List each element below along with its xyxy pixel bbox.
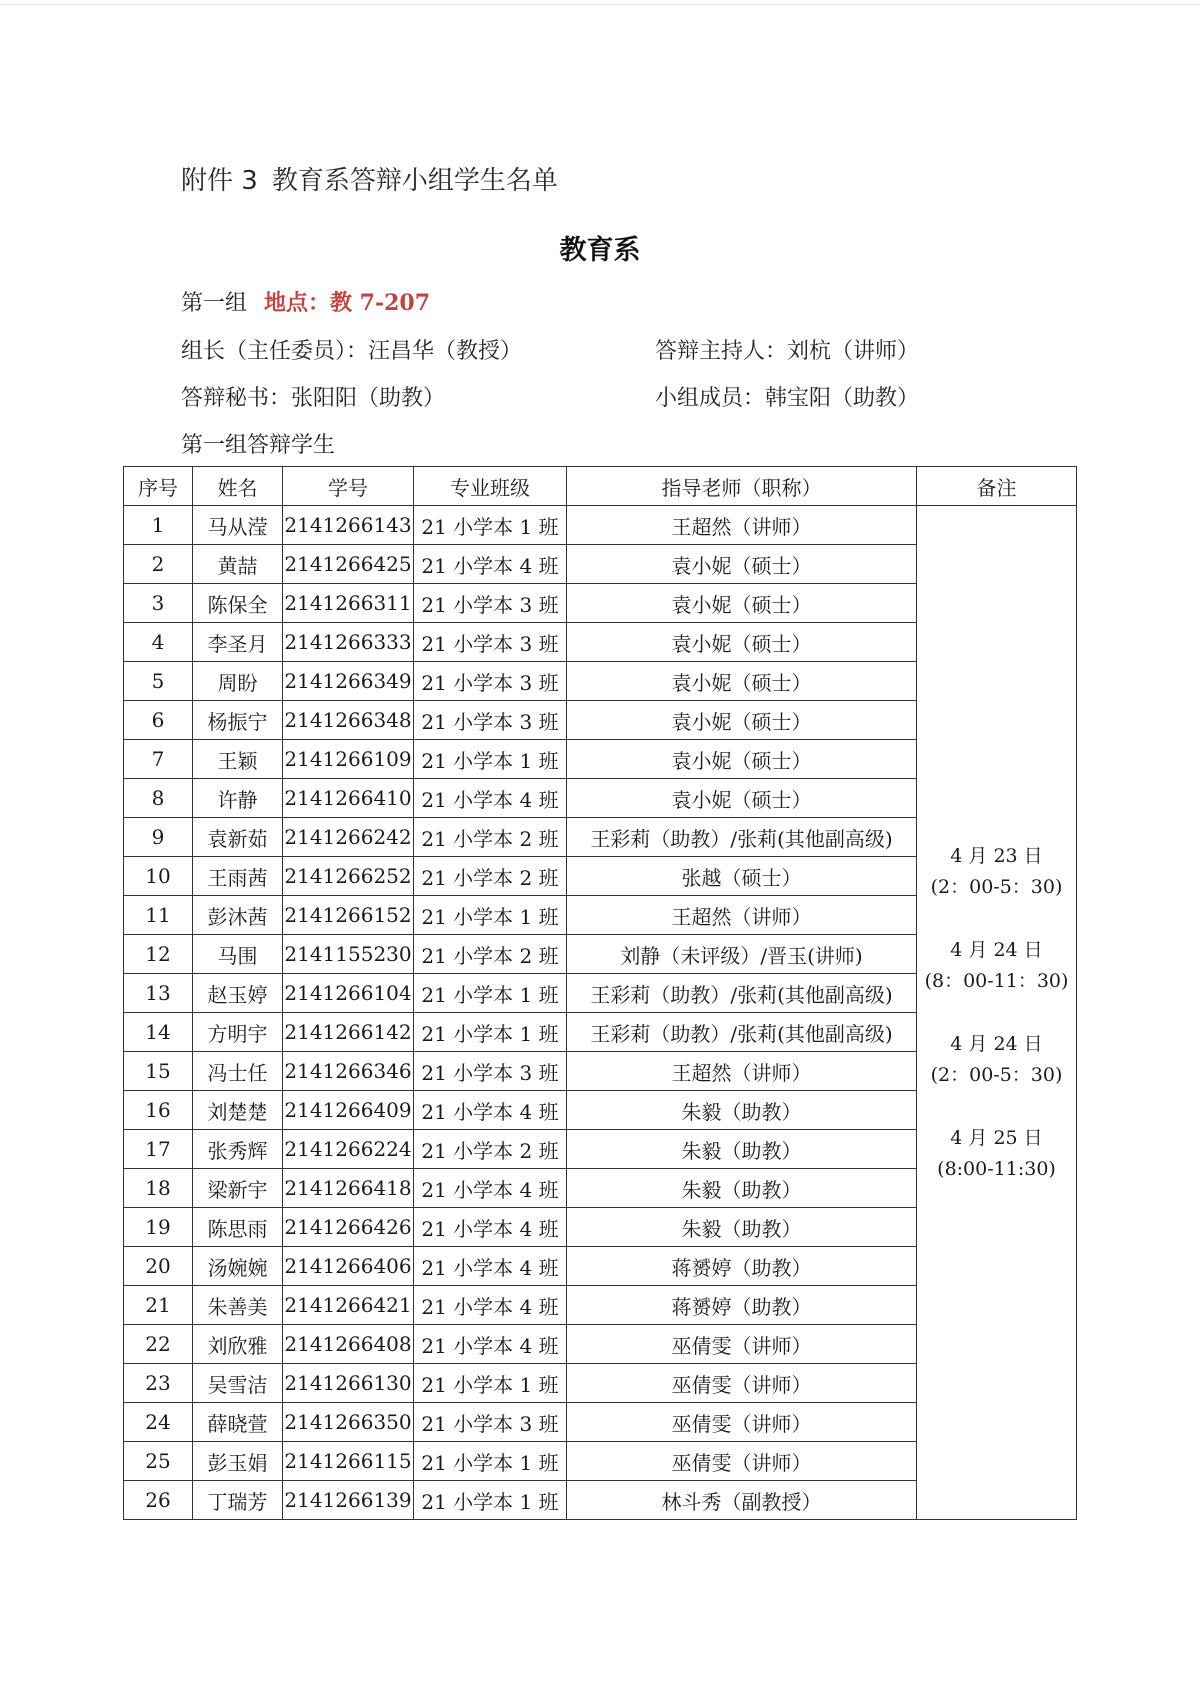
cell-name: 张秀辉 [193,1130,283,1169]
schedule-slot [917,935,1076,997]
cell-remarks-schedule [917,506,1077,1520]
cell-name: 刘欣雅 [193,1325,283,1364]
cell-name: 王雨茜 [193,857,283,896]
cell-class: 21 小学本 4 班 [414,1208,567,1247]
department-title: 教育系 [559,235,641,266]
cell-student-id: 2141266104 [283,974,414,1013]
cell-advisor: 巫倩雯（讲师） [567,1364,917,1403]
cell-student-id: 2141266115 [283,1442,414,1481]
schedule-date: 4 月 25 日 [950,1126,1043,1149]
cell-advisor: 袁小妮（硕士） [567,779,917,818]
cell-class: 21 小学本 1 班 [414,1481,567,1520]
cell-seq: 11 [124,896,193,935]
cell-seq: 26 [124,1481,193,1520]
cell-class: 21 小学本 1 班 [414,506,567,545]
cell-advisor: 朱毅（助教） [567,1091,917,1130]
attachment-label: 附件 3 [181,166,258,196]
cell-class: 21 小学本 3 班 [414,623,567,662]
group-line [181,286,430,317]
schedule-slot [917,841,1076,903]
cell-student-id: 2141266130 [283,1364,414,1403]
cell-name: 薛晓萱 [193,1403,283,1442]
cell-seq: 25 [124,1442,193,1481]
schedule-date: 4 月 24 日 [950,938,1043,961]
cell-name: 陈保全 [193,584,283,623]
group-leader: 组长（主任委员）：汪昌华（教授） [181,339,523,364]
cell-advisor: 蒋赟婷（助教） [567,1247,917,1286]
cell-class: 21 小学本 2 班 [414,1130,567,1169]
cell-student-id: 2141266139 [283,1481,414,1520]
cell-name: 丁瑞芳 [193,1481,283,1520]
schedule-time: (8：00-11：30) [924,969,1069,992]
cell-name: 赵玉婷 [193,974,283,1013]
cell-class: 21 小学本 1 班 [414,896,567,935]
defense-secretary: 答辩秘书：张阳阳（助教） [181,386,446,411]
cell-class: 21 小学本 3 班 [414,701,567,740]
schedule-date: 4 月 23 日 [950,844,1043,867]
header-advisor: 指导老师（职称） [567,467,917,506]
cell-name: 许静 [193,779,283,818]
cell-advisor: 朱毅（助教） [567,1130,917,1169]
cell-name: 朱善美 [193,1286,283,1325]
cell-name: 黄喆 [193,545,283,584]
cell-student-id: 2141266425 [283,545,414,584]
cell-name: 李圣月 [193,623,283,662]
cell-advisor: 巫倩雯（讲师） [567,1325,917,1364]
schedule-date: 4 月 24 日 [950,1032,1043,1055]
cell-seq: 13 [124,974,193,1013]
cell-advisor: 王超然（讲师） [567,1052,917,1091]
cell-student-id: 2141266242 [283,818,414,857]
cell-student-id: 2141266426 [283,1208,414,1247]
cell-student-id: 2141155230 [283,935,414,974]
cell-class: 21 小学本 3 班 [414,662,567,701]
cell-class: 21 小学本 3 班 [414,584,567,623]
cell-name: 马从滢 [193,506,283,545]
cell-name: 汤婉婉 [193,1247,283,1286]
cell-name: 王颖 [193,740,283,779]
cell-seq: 12 [124,935,193,974]
cell-seq: 7 [124,740,193,779]
cell-seq: 6 [124,701,193,740]
cell-student-id: 2141266143 [283,506,414,545]
cell-seq: 16 [124,1091,193,1130]
cell-seq: 24 [124,1403,193,1442]
cell-name: 马围 [193,935,283,974]
cell-student-id: 2141266346 [283,1052,414,1091]
cell-student-id: 2141266252 [283,857,414,896]
header-seq: 序号 [124,467,193,506]
cell-seq: 5 [124,662,193,701]
cell-student-id: 2141266421 [283,1286,414,1325]
schedule-time: (8:00-11:30) [937,1157,1056,1180]
cell-advisor: 袁小妮（硕士） [567,623,917,662]
cell-seq: 4 [124,623,193,662]
cell-name: 彭玉娟 [193,1442,283,1481]
cell-student-id: 2141266418 [283,1169,414,1208]
cell-class: 21 小学本 1 班 [414,1364,567,1403]
cell-student-id: 2141266224 [283,1130,414,1169]
cell-name: 彭沐茜 [193,896,283,935]
cell-seq: 23 [124,1364,193,1403]
student-roster-table [123,466,1077,1520]
cell-seq: 22 [124,1325,193,1364]
cell-class: 21 小学本 1 班 [414,974,567,1013]
cell-student-id: 2141266349 [283,662,414,701]
cell-seq: 8 [124,779,193,818]
cell-student-id: 2141266348 [283,701,414,740]
cell-seq: 20 [124,1247,193,1286]
cell-class: 21 小学本 1 班 [414,1013,567,1052]
document-title: 教育系答辩小组学生名单 [271,166,558,196]
cell-class: 21 小学本 2 班 [414,935,567,974]
document-heading [181,160,558,197]
page-top-edge [0,4,1200,5]
cell-advisor: 刘静（未评级）/晋玉(讲师) [567,935,917,974]
header-remarks: 备注 [917,467,1077,506]
schedule-time: (2：00-5：30) [930,1063,1063,1086]
cell-advisor: 林斗秀（副教授） [567,1481,917,1520]
cell-class: 21 小学本 4 班 [414,545,567,584]
cell-class: 21 小学本 2 班 [414,857,567,896]
cell-advisor: 袁小妮（硕士） [567,701,917,740]
cell-student-id: 2141266409 [283,1091,414,1130]
cell-seq: 19 [124,1208,193,1247]
cell-name: 刘楚楚 [193,1091,283,1130]
cell-advisor: 王彩莉（助教）/张莉(其他副高级) [567,818,917,857]
cell-name: 冯士任 [193,1052,283,1091]
cell-class: 21 小学本 4 班 [414,1325,567,1364]
header-student-id: 学号 [283,467,414,506]
cell-advisor: 袁小妮（硕士） [567,662,917,701]
cell-seq: 21 [124,1286,193,1325]
cell-name: 周盼 [193,662,283,701]
defense-host: 答辩主持人：刘杭（讲师） [655,339,920,364]
cell-name: 陈思雨 [193,1208,283,1247]
cell-class: 21 小学本 2 班 [414,818,567,857]
group-location: 地点：教 7-207 [264,290,431,316]
cell-name: 吴雪洁 [193,1364,283,1403]
cell-advisor: 袁小妮（硕士） [567,584,917,623]
cell-seq: 17 [124,1130,193,1169]
cell-advisor: 袁小妮（硕士） [567,740,917,779]
cell-class: 21 小学本 4 班 [414,1091,567,1130]
students-heading: 第一组答辩学生 [181,433,336,458]
schedule-slot [917,1123,1076,1185]
cell-name: 梁新宇 [193,1169,283,1208]
cell-student-id: 2141266152 [283,896,414,935]
cell-student-id: 2141266142 [283,1013,414,1052]
cell-advisor: 袁小妮（硕士） [567,545,917,584]
cell-class: 21 小学本 1 班 [414,740,567,779]
cell-class: 21 小学本 3 班 [414,1403,567,1442]
cell-advisor: 王彩莉（助教）/张莉(其他副高级) [567,1013,917,1052]
cell-advisor: 王彩莉（助教）/张莉(其他副高级) [567,974,917,1013]
cell-student-id: 2141266350 [283,1403,414,1442]
group-name: 第一组 [181,291,248,316]
cell-student-id: 2141266410 [283,779,414,818]
table-header-row [124,467,1077,506]
table-row [124,506,1077,545]
cell-class: 21 小学本 1 班 [414,1442,567,1481]
header-name: 姓名 [193,467,283,506]
schedule-slot [917,1029,1076,1091]
group-member: 小组成员：韩宝阳（助教） [655,386,920,411]
cell-class: 21 小学本 4 班 [414,1247,567,1286]
cell-seq: 10 [124,857,193,896]
cell-advisor: 巫倩雯（讲师） [567,1403,917,1442]
cell-advisor: 王超然（讲师） [567,896,917,935]
cell-advisor: 巫倩雯（讲师） [567,1442,917,1481]
cell-seq: 14 [124,1013,193,1052]
cell-name: 袁新茹 [193,818,283,857]
cell-advisor: 蒋赟婷（助教） [567,1286,917,1325]
cell-seq: 2 [124,545,193,584]
cell-seq: 18 [124,1169,193,1208]
cell-class: 21 小学本 4 班 [414,779,567,818]
cell-seq: 9 [124,818,193,857]
cell-student-id: 2141266406 [283,1247,414,1286]
cell-student-id: 2141266408 [283,1325,414,1364]
cell-student-id: 2141266109 [283,740,414,779]
cell-student-id: 2141266333 [283,623,414,662]
cell-seq: 1 [124,506,193,545]
cell-class: 21 小学本 3 班 [414,1052,567,1091]
cell-advisor: 朱毅（助教） [567,1169,917,1208]
schedule-time: (2：00-5：30) [930,875,1063,898]
cell-advisor: 王超然（讲师） [567,506,917,545]
cell-name: 杨振宁 [193,701,283,740]
cell-class: 21 小学本 4 班 [414,1286,567,1325]
cell-name: 方明宇 [193,1013,283,1052]
cell-seq: 15 [124,1052,193,1091]
cell-class: 21 小学本 4 班 [414,1169,567,1208]
header-class: 专业班级 [414,467,567,506]
cell-student-id: 2141266311 [283,584,414,623]
cell-advisor: 张越（硕士） [567,857,917,896]
cell-advisor: 朱毅（助教） [567,1208,917,1247]
cell-seq: 3 [124,584,193,623]
